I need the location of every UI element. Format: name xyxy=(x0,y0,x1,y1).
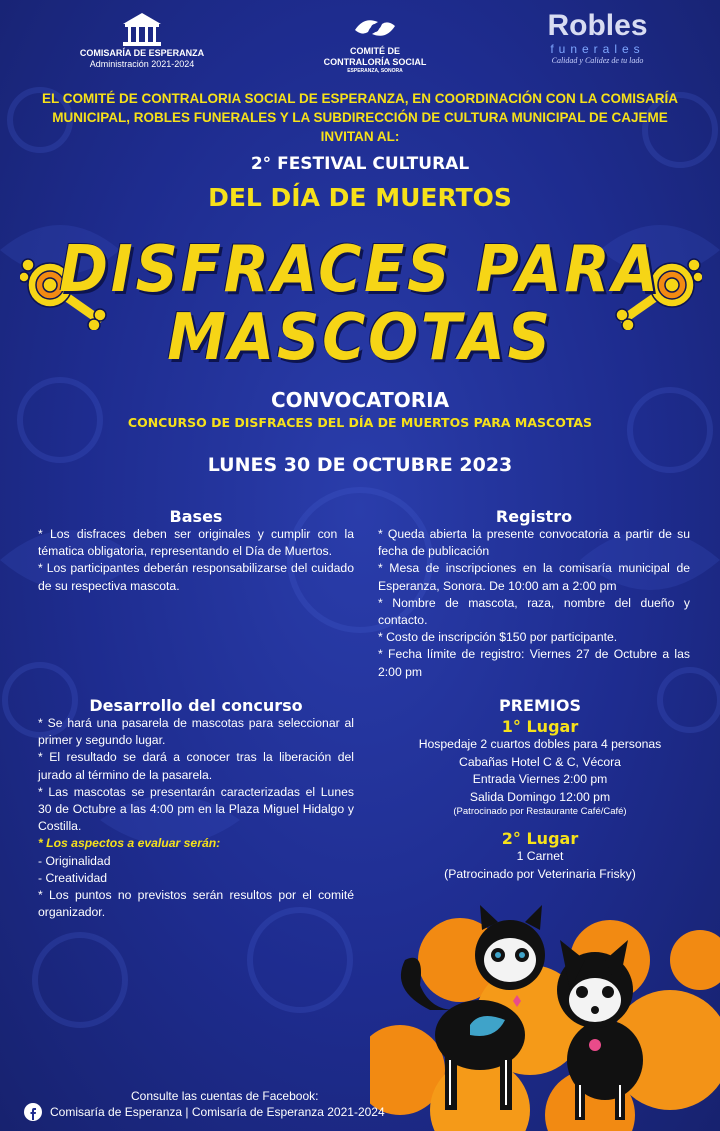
catrina-pets-illustration xyxy=(370,900,720,1131)
dia-muertos-heading: DEL DÍA DE MUERTOS xyxy=(208,183,512,212)
segundo-lugar-title: 2° Lugar xyxy=(501,829,579,848)
desarrollo-title: Desarrollo del concurso xyxy=(89,696,303,715)
footer-line-1: Consulte las cuentas de Facebook: xyxy=(131,1089,319,1103)
segundo-lugar-line: (Patrocinado por Veterinaria Frisky) xyxy=(444,866,636,881)
footer-line-2: Comisaría de Esperanza | Comisaría de Esperanza 2021-2024 xyxy=(50,1105,385,1119)
robles-name: Robles xyxy=(547,9,648,42)
desarrollo-item: * Se hará una pasarela de mascotas para seleccionar al primer y segundo lugar. xyxy=(38,716,354,748)
comite-location: ESPERANZA, SONORA xyxy=(347,68,403,74)
intro-line-1: EL COMITÉ DE CONTRALORIA SOCIAL DE ESPERANZA, EN COORDINACIÓN CON LA COMISARÍA xyxy=(41,91,679,106)
bases-item: * Los participantes deberán responsabilizarse del cuidado de su respectiva mascota. xyxy=(38,561,354,593)
aspecto-item: - Originalidad xyxy=(38,853,111,868)
registro-item: * Fecha límite de registro: Viernes 27 de Octubre a las 2:00 pm xyxy=(378,647,690,679)
comisaria-admin: Administración 2021-2024 xyxy=(89,59,195,69)
registro-title: Registro xyxy=(495,507,573,526)
registro-item: * Costo de inscripción $150 por participante. xyxy=(378,630,618,645)
facebook-link[interactable] xyxy=(24,1103,385,1121)
primer-lugar-line: Salida Domingo 12:00 pm xyxy=(469,789,611,804)
segundo-lugar-line: 1 Carnet xyxy=(516,849,564,863)
primer-lugar-title: 1° Lugar xyxy=(501,717,579,736)
comisaria-logo xyxy=(72,10,212,70)
aspecto-item: - Creatividad xyxy=(38,870,108,885)
registro-item: * Queda abierta la presente convocatoria a partir de su fecha de publicación xyxy=(378,527,690,559)
hands-icon xyxy=(350,10,400,46)
intro-text xyxy=(10,89,710,146)
registro-section xyxy=(378,507,690,681)
intro-line-2: MUNICIPAL, ROBLES FUNERALES Y LA SUBDIRECCIÓN DE CULTURA MUNICIPAL DE CAJEME xyxy=(52,110,668,125)
intro-line-3: INVITAN AL: xyxy=(320,129,400,144)
desarrollo-item: * Las mascotas se presentarán caracterizadas el Lunes 30 de Octubre a las 4:00 pm en la Plaza Miguel Hidalgo y Costilla. xyxy=(38,784,354,834)
kiosk-icon xyxy=(119,10,165,48)
primer-lugar-line: Entrada Viernes 2:00 pm xyxy=(472,772,608,786)
desarrollo-section xyxy=(38,696,354,921)
comite-name-2: CONTRALORÍA SOCIAL xyxy=(323,57,427,67)
title-line-2: MASCOTAS xyxy=(167,301,553,375)
concurso-subheading: CONCURSO DE DISFRACES DEL DÍA DE MUERTOS PARA MASCOTAS xyxy=(127,415,593,430)
robles-sub: funerales xyxy=(550,42,645,56)
comite-name-1: COMITÉ DE xyxy=(349,46,400,56)
festival-heading: 2° FESTIVAL CULTURAL xyxy=(250,154,470,174)
robles-tagline: Calidad y Calidez de tu lado xyxy=(551,56,644,65)
primer-lugar-line: Hospedaje 2 cuartos dobles para 4 personas xyxy=(418,737,662,751)
desarrollo-nota: * Los puntos no previstos serán resultos por el comité organizador. xyxy=(38,888,354,920)
aspectos-title: * Los aspectos a evaluar serán: xyxy=(38,836,221,851)
facebook-icon xyxy=(24,1103,42,1121)
marigold-cluster xyxy=(370,918,720,1131)
comite-logo xyxy=(305,10,445,75)
comisaria-name: COMISARÍA DE ESPERANZA xyxy=(79,48,205,58)
primer-lugar-sponsor: (Patrocinado por Restaurante Café/Café) xyxy=(453,806,627,817)
bases-title: Bases xyxy=(169,507,223,526)
premios-section xyxy=(380,696,700,883)
desarrollo-item: * El resultado se dará a conocer tras la liberación del jurado al término de la pasarela. xyxy=(38,750,354,782)
bases-item: * Los disfraces deben ser originales y cumplir con la tématica obligatoria, representando el Día de Muertos. xyxy=(38,527,354,559)
event-date: LUNES 30 DE OCTUBRE 2023 xyxy=(207,454,513,476)
premios-title: PREMIOS xyxy=(499,696,581,715)
primer-lugar-line: Cabañas Hotel C & C, Vécora xyxy=(459,754,621,769)
title-line-1: DISFRACES PARA xyxy=(59,233,661,307)
bases-section xyxy=(38,507,354,595)
robles-logo xyxy=(535,10,660,65)
registro-item: * Nombre de mascota, raza, nombre del dueño y contacto. xyxy=(378,595,690,628)
registro-item: * Mesa de inscripciones en la comisaría municipal de Esperanza, Sonora. De 10:00 am a 2:00 pm xyxy=(378,561,690,593)
convocatoria-heading: CONVOCATORIA xyxy=(270,388,450,412)
